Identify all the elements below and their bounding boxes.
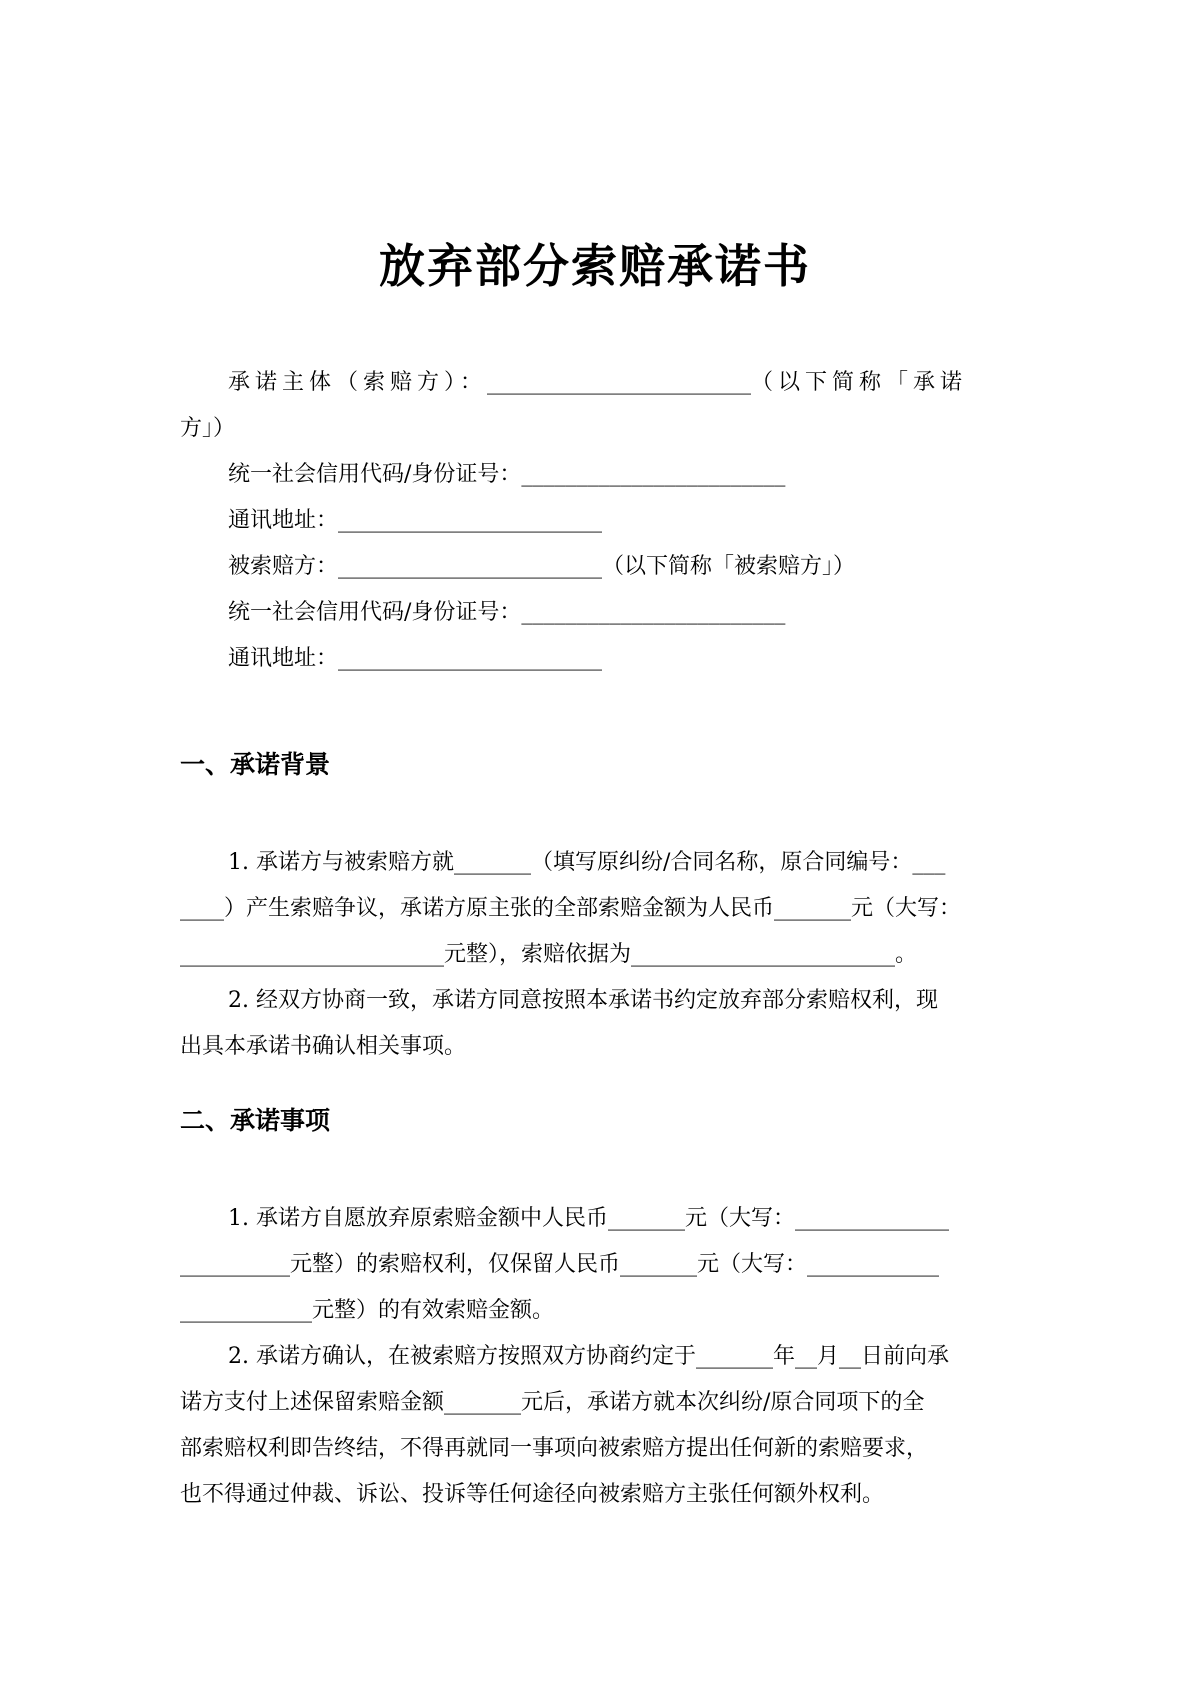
section2-para2-line3: 部索赔权利即告终结，不得再就同一事项向被索赔方提出任何新的索赔要求， xyxy=(180,1436,929,1461)
section1-heading: 一、承诺背景 xyxy=(180,750,331,779)
respondent-id-blank: ________________________ xyxy=(521,600,786,625)
claimant-addr-line xyxy=(180,498,1010,544)
section1-para1: 1. 承诺方与被索赔方就_______（填写原纠纷/合同名称，原合同编号：___ xyxy=(228,850,946,875)
respondent-id-line xyxy=(180,590,1010,636)
section2-para1-end: ____________元整）的有效索赔金额。 xyxy=(180,1298,555,1323)
respondent-line xyxy=(180,544,1010,590)
respondent-addr-line xyxy=(180,636,1010,682)
respondent-id-label: 统一社会信用代码/身份证号： xyxy=(228,600,522,625)
respondent-blank: ________________________ xyxy=(338,554,603,579)
claimant-note: （以下简称「承诺 xyxy=(751,370,968,395)
respondent-addr-blank: ________________________ xyxy=(338,646,603,671)
respondent-label: 被索赔方： xyxy=(228,554,339,579)
section2-para2-line4: 也不得通过仲裁、诉讼、投诉等任何途径向被索赔方主张任何额外权利。 xyxy=(180,1482,885,1507)
section2-para2-line2: 诺方支付上述保留索赔金额_______元后，承诺方就本次纠纷/原合同项下的全 xyxy=(180,1390,925,1415)
claimant-note-cont: 方」） xyxy=(180,416,236,441)
claimant-id-label: 统一社会信用代码/身份证号： xyxy=(228,462,522,487)
section2-para2: 2. 承诺方确认，在被索赔方按照双方协商约定于_______年__月__日前向承 xyxy=(228,1344,949,1369)
respondent-addr-label: 通讯地址： xyxy=(228,646,339,671)
section2-para1: 1. 承诺方自愿放弃原索赔金额中人民币_______元（大写：______________ xyxy=(228,1206,949,1231)
claimant-label: 承诺主体（索赔方）： xyxy=(228,370,488,395)
section1-para1-cont: ____）产生索赔争议，承诺方原主张的全部索赔金额为人民币_______元（大写： xyxy=(180,896,962,921)
claimant-addr-blank: ________________________ xyxy=(338,508,603,533)
claimant-addr-label: 通讯地址： xyxy=(228,508,339,533)
section1-body xyxy=(180,840,1010,1070)
section1-para2-cont: 出具本承诺书确认相关事项。 xyxy=(180,1034,467,1059)
parties-block xyxy=(180,360,1010,682)
claimant-line xyxy=(180,360,1010,406)
section2-heading: 二、承诺事项 xyxy=(180,1106,331,1135)
claimant-id-blank: ________________________ xyxy=(521,462,786,487)
claimant-blank: ________________________ xyxy=(487,370,752,395)
document-title: 放弃部分索赔承诺书 xyxy=(379,239,811,293)
section2-body xyxy=(180,1196,1010,1518)
section1-para2: 2. 经双方协商一致，承诺方同意按照本承诺书约定放弃部分索赔权利，现 xyxy=(228,988,938,1013)
section2-para1-cont: __________元整）的索赔权利，仅保留人民币_______元（大写：____________ xyxy=(180,1252,940,1277)
claimant-id-line xyxy=(180,452,1010,498)
section1-para1-end: ________________________元整），索赔依据为________________________。 xyxy=(180,942,918,967)
respondent-note: （以下简称「被索赔方」） xyxy=(602,554,856,579)
